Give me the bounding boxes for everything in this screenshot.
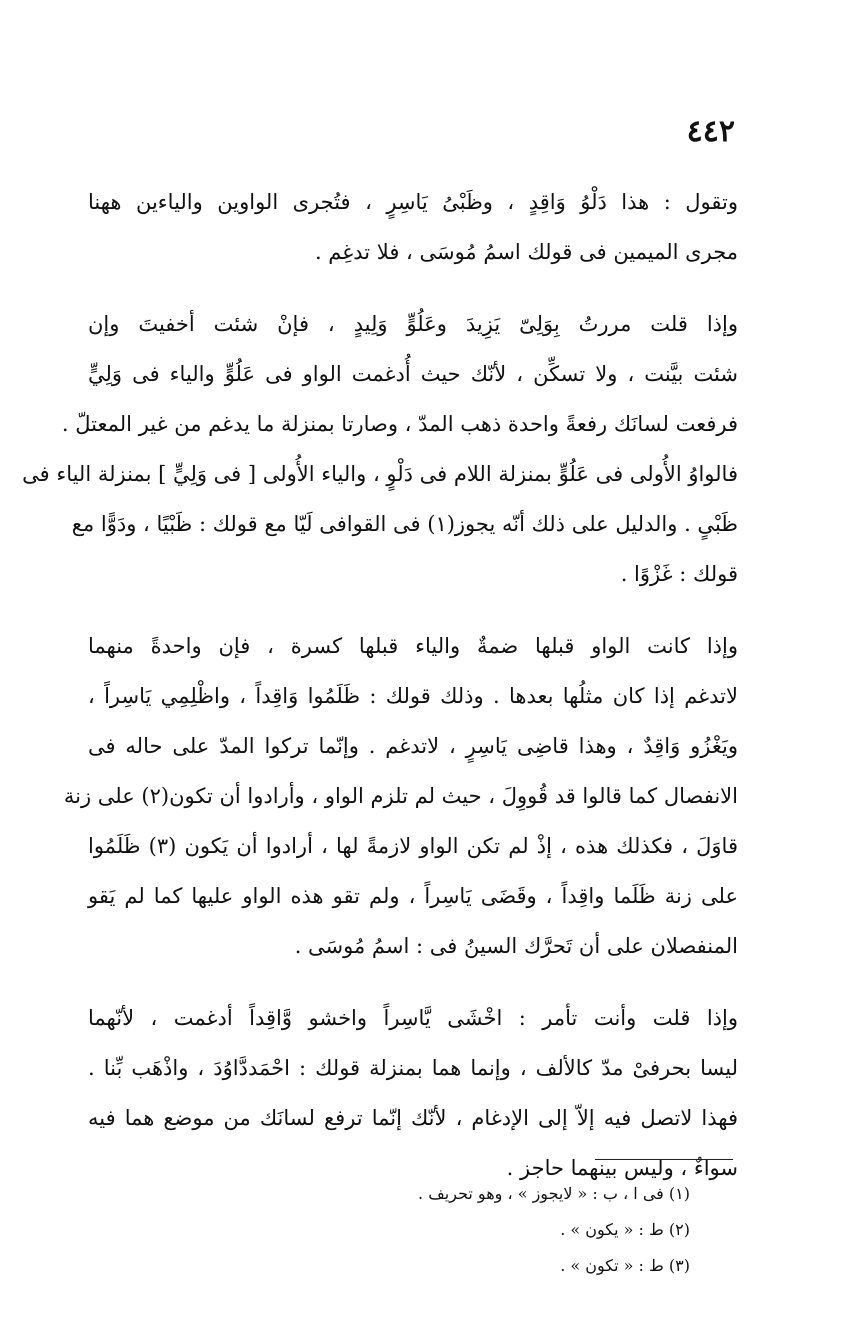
main-text — [22, 177, 738, 1193]
text-line: وإذا كانت الواو قبلها ضمةٌ والياء قبلها كسرة ، فإن واحدةً منهما — [88, 634, 738, 658]
paragraph-2 — [22, 299, 738, 599]
footnote-separator — [595, 1159, 733, 1160]
text-line: قاوَلَ ، فكذلك هذه ، إذْ لم تكن الواو لازمةً لها ، أرادوا أن يَكون (٣) ظَلَمُوا — [88, 834, 738, 858]
text-line: المنفصلان على أن تَحرَّك السينُ فى : اسمُ مُوسَى . — [294, 934, 738, 958]
paragraph-1 — [88, 177, 738, 277]
text-line: ليسا بحرفىْ مدّ كالألف ، وإنما هما بمنزلة قولك : احْمَددَّاوُدَ ، واذْهَب بِّنا . — [88, 1056, 738, 1080]
paragraph-3 — [63, 621, 738, 971]
text-line: فرفعت لسانَك رفعةً واحدة ذهب المدّ ، وصارتا بمنزلة ما يدغم من غير المعتلّ . — [61, 412, 738, 436]
text-line: وإذا قلت وأنت تأمر : اخْشَى يَّاسِراً واخشو وَّاقِداً أدغمت ، لأنّهما — [88, 1006, 738, 1030]
page-number: ٤٤٢ — [686, 114, 735, 149]
text-line: على زنة ظَلَما واقِداً ، وقَضَى يَاسِراً ، ولم تقو هذه الواو عليها كما لم يَقو — [88, 884, 738, 908]
paragraph-4 — [88, 993, 738, 1193]
text-line: الانفصال كما قالوا قد قُووِلَ ، حيث لم تلزم الواو ، وأرادوا أن تكون(٢) على زنة — [63, 784, 738, 808]
footnotes — [300, 1176, 690, 1284]
text-line: قولك : غَزْوًا . — [620, 562, 738, 586]
footnote-3: (٣) ط : « تكون » . — [560, 1256, 690, 1275]
text-line: لاتدغم إذا كان مثلُها بعدها . وذلك قولك : ظَلَمُوا وَاقِداً ، واظْلِمِي يَاسِراً ، — [88, 684, 738, 708]
text-line: وتقول : هذا دَلْوُ وَاقِدٍ ، وظَبْىُ يَاسِرٍ ، فتُجرى الواوين والياءين ههنا — [88, 190, 738, 214]
text-line: سواءٌ ، وليس بينهما حاجز . — [506, 1156, 738, 1180]
text-line: شئت بيَّنت ، ولا تسكِّن ، لأنّك حيث أُدغمت الواو فى عَلُوٍّ والياء فى وَلِيٍّ — [88, 362, 738, 386]
text-line: ويَغْزُو وَاقِدٌ ، وهذا قاضِى يَاسِرٍ ، لاتدغم . وإنّما تركوا المدّ على حاله فى — [88, 734, 738, 758]
text-line: فهذا لاتصل فيه إلاّ إلى الإدغام ، لأنّك إنّما ترفع لسانَك من موضع هما فيه — [88, 1106, 738, 1130]
text-line: فالواوُ الأُولى فى عَلُوٍّ بمنزلة اللام فى دَلْوٍ ، والياء الأُولى [ فى وَلِيٍّ ] بمنزلة الياء فى — [22, 462, 738, 486]
footnote-2: (٢) ط : « يكون » . — [560, 1220, 690, 1239]
footnote-1: (١) فى ا ، ب : « لايجوز » ، وهو تحريف . — [418, 1184, 690, 1203]
text-line: ظَبْىٍ . والدليل على ذلك أنّه يجوز(١) فى القوافى لَيّا مع قولك : ظَبْيًا ، ودَوًّا مع — [71, 512, 738, 536]
text-line: مجرى الميمين فى قولك اسمُ مُوسَى ، فلا تدغِم . — [314, 240, 738, 264]
text-line: وإذا قلت مررتُ بِوَلِىّ يَزِيدَ وعَلُوٍّ وَلِيدٍ ، فإنْ شئت أخفيتَ وإن — [88, 312, 738, 336]
